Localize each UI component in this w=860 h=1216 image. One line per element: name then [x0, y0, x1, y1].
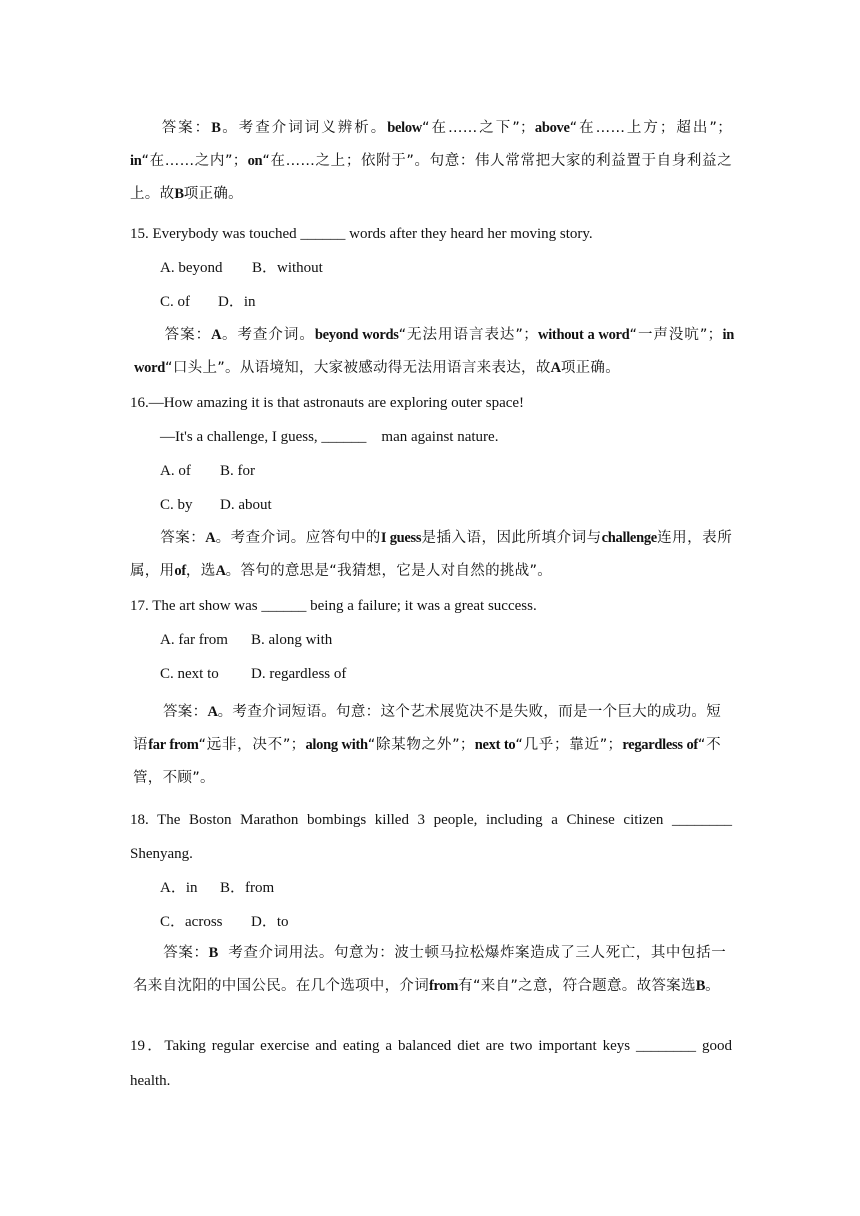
question-17-options-row2 — [160, 657, 762, 691]
option-b: B. along with — [251, 632, 333, 648]
question-16-stem-line2: —It's a challenge, I guess, ______ man against nature. — [160, 429, 499, 445]
option-d: D. regardless of — [251, 666, 347, 682]
answer-17: 答案：A。考查介词短语。句意：这个艺术展览决不是失败，而是一个巨大的成功。短语far from“远非，决不”；along with“除某物之外”；next to“几乎；靠近”；regardless of“不管，不顾”。 — [133, 704, 722, 786]
question-16-options-row1 — [160, 454, 762, 488]
option-b: B. for — [220, 463, 255, 479]
option-a: A．in — [160, 880, 198, 896]
option-c: C. by — [160, 497, 193, 513]
option-b: B．from — [220, 880, 275, 896]
option-b: B．without — [252, 260, 323, 276]
answer-15: 答案：A。考查介词。beyond words“无法用语言表达”；without a word“一声没吭”；in word“口头上”。从语境知，大家被感动得无法用语言来表达，故A项正确。 — [134, 327, 734, 376]
option-a: A. far from — [160, 632, 228, 648]
answer-18: 答案：B 考查介词用法。句意为：波士顿马拉松爆炸案造成了三人死亡，其中包括一名来自沈阳的中国公民。在几个选项中，介词from有“来自”之意，符合题意。故答案选B。 — [133, 945, 726, 994]
option-d: D．in — [218, 294, 256, 310]
question-18-options-row2 — [160, 905, 762, 939]
answer-14: 答案：B。考查介词词义辨析。below“在……之下”；above“在……上方；超出”；in“在……之内”；on“在……之上；依附于”。句意：伟人常常把大家的利益置于自身利益之上。故B项正确。 — [130, 120, 733, 202]
question-19-stem-line1: 19．Taking regular exercise and eating a balanced diet are two important keys ________ good — [130, 1038, 732, 1054]
question-15-options-row2 — [160, 285, 762, 319]
question-15-stem: 15. Everybody was touched ______ words after they heard her moving story. — [130, 226, 593, 242]
question-17-options-row1 — [160, 623, 762, 657]
option-a: A. beyond — [160, 260, 223, 276]
question-18-options-row1 — [160, 871, 762, 905]
question-18-stem-line2: Shenyang. — [130, 846, 193, 862]
answer-16: 答案：A。考查介词。应答句中的I guess是插入语，因此所填介词与challenge连用，表所属，用of，选A。答句的意思是“我猜想，它是人对自然的挑战”。 — [130, 530, 732, 579]
question-16-stem-line1: 16.—How amazing it is that astronauts are exploring outer space! — [130, 395, 525, 411]
option-d: D. about — [220, 497, 272, 513]
option-c: C. next to — [160, 666, 219, 682]
option-a: A. of — [160, 463, 191, 479]
question-16-options-row2 — [160, 488, 762, 522]
question-17-stem: 17. The art show was ______ being a failure; it was a great success. — [130, 598, 537, 614]
question-15-options-row1 — [160, 251, 762, 285]
question-19-stem-line2: health. — [130, 1073, 171, 1089]
option-c: C．across — [160, 914, 223, 930]
option-c: C. of — [160, 294, 190, 310]
option-d: D．to — [251, 914, 289, 930]
question-18-stem-line1: 18. The Boston Marathon bombings killed 3 people, including a Chinese citizen ________ — [130, 812, 732, 828]
